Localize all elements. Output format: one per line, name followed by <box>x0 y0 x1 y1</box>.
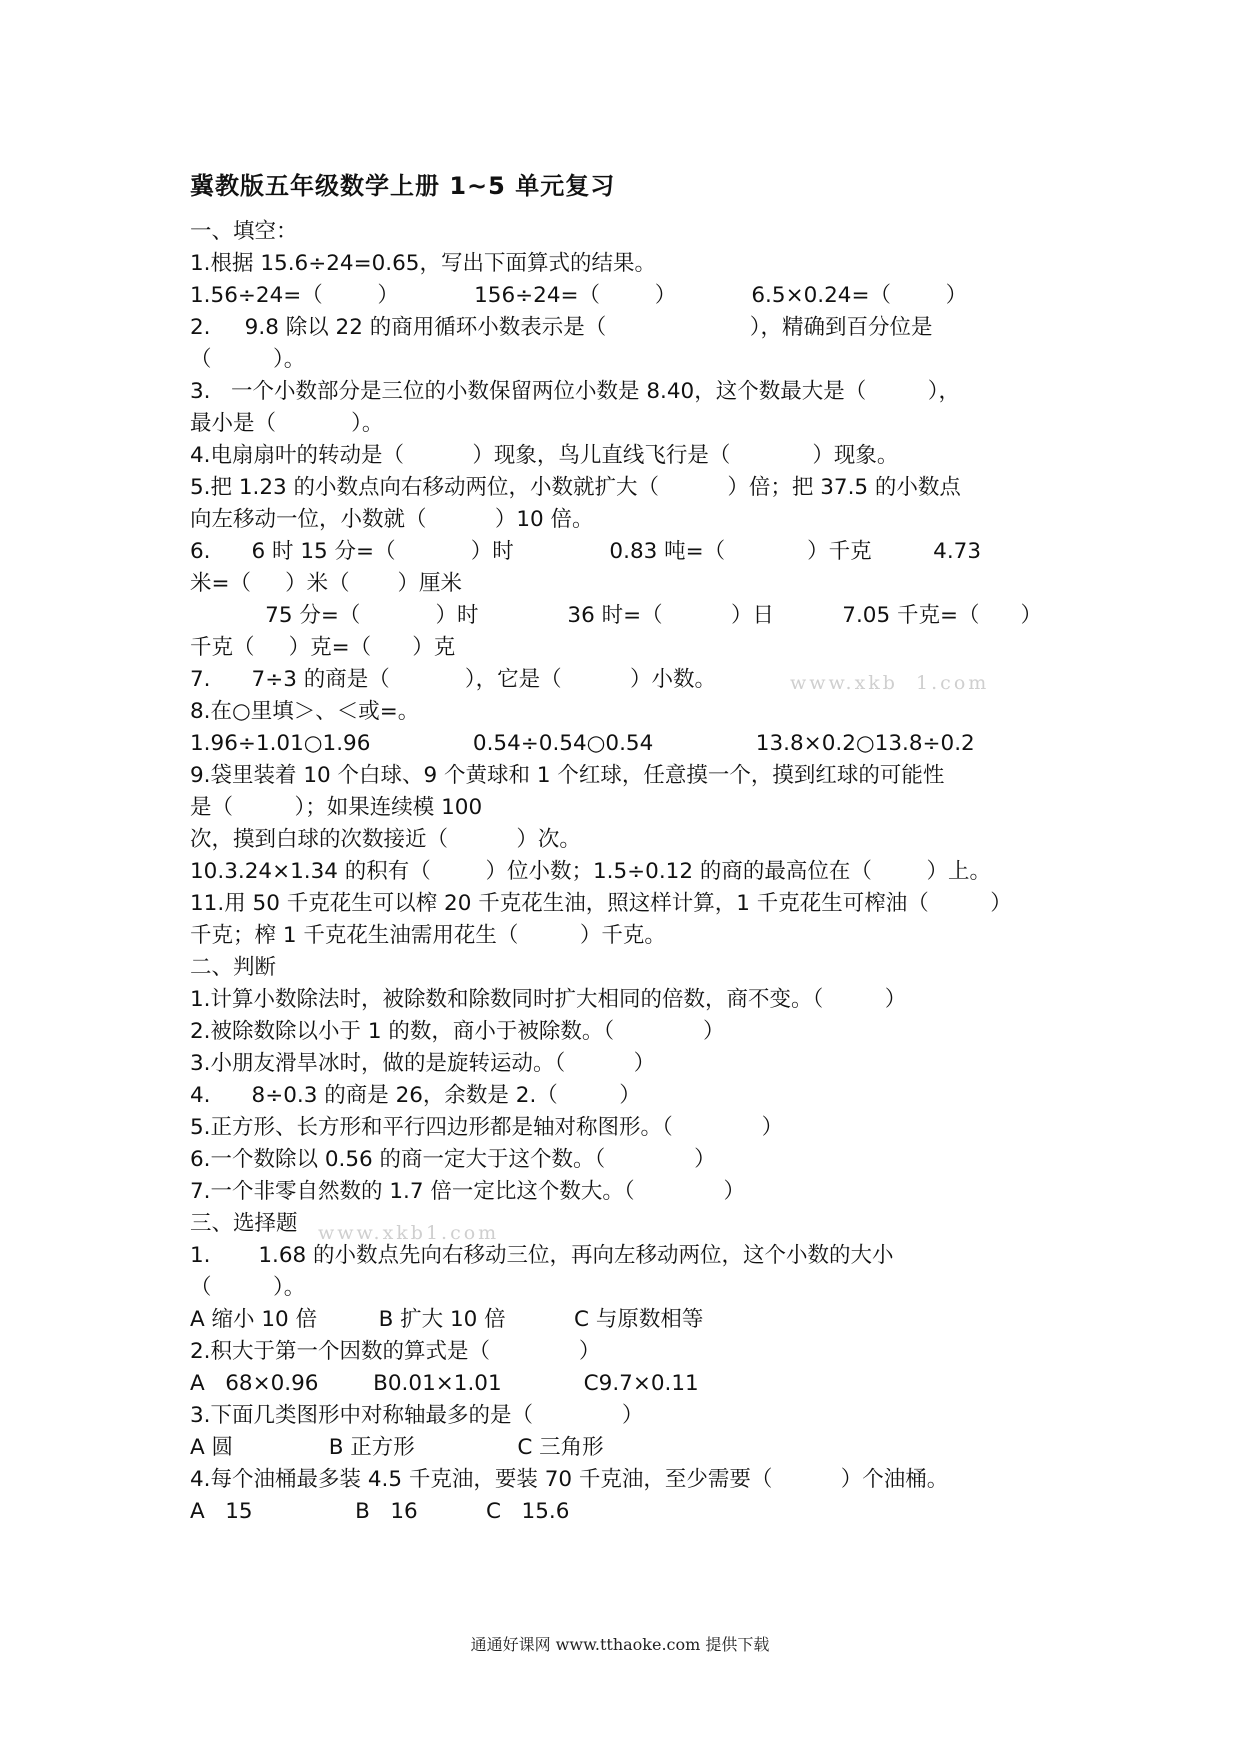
question-line: 6. 6 时 15 分=（ ）时 0.83 吨=（ ）千克 4.73 <box>190 539 982 564</box>
question-line: 2. 9.8 除以 22 的商用循环小数表示是（ ），精确到百分位是 <box>190 315 933 340</box>
section-heading: 一、填空： <box>190 219 298 244</box>
question-line: 11.用 50 千克花生可以榨 20 千克花生油，照这样计算，1 千克花生可榨油（ ） <box>190 891 1012 916</box>
question-line: 次，摸到白球的次数接近（ ）次。 <box>190 827 581 852</box>
question-line: 1.计算小数除法时，被除数和除数同时扩大相同的倍数，商不变。（ ） <box>190 987 907 1012</box>
watermark-text: www.xkb1.com <box>318 1222 500 1244</box>
question-line: 8.在○里填＞、＜或=。 <box>190 699 420 724</box>
question-line: 9.袋里装着 10 个白球、9 个黄球和 1 个红球，任意摸一个，摸到红球的可能性 <box>190 763 945 788</box>
question-line: 1.96÷1.01○1.96 0.54÷0.54○0.54 13.8×0.2○13.8÷0.2 <box>190 731 975 756</box>
question-line: 千克；榨 1 千克花生油需用花生（ ）千克。 <box>190 923 666 948</box>
question-line: 75 分=（ ）时 36 时=（ ）日 7.05 千克=（ ） <box>190 603 1043 628</box>
section-heading: 三、选择题 <box>190 1211 298 1236</box>
question-line: 米=（ ）米（ ）厘米 <box>190 571 463 596</box>
question-line: 1. 1.68 的小数点先向右移动三位，再向左移动两位，这个小数的大小 <box>190 1243 894 1268</box>
question-line: A 圆 B 正方形 C 三角形 <box>190 1435 604 1460</box>
question-line: A 缩小 10 倍 B 扩大 10 倍 C 与原数相等 <box>190 1307 704 1332</box>
question-line: （ ）。 <box>190 347 306 372</box>
question-line: 3.下面几类图形中对称轴最多的是（ ） <box>190 1403 644 1428</box>
question-line: 7.一个非零自然数的 1.7 倍一定比这个数大。（ ） <box>190 1179 745 1204</box>
question-line: 向左移动一位，小数就（ ）10 倍。 <box>190 507 594 532</box>
question-line: A 15 B 16 C 15.6 <box>190 1499 570 1524</box>
question-line: （ ）。 <box>190 1275 306 1300</box>
question-line: 千克（ ）克=（ ）克 <box>190 635 456 660</box>
footer-credit: 通通好课网 www.tthaoke.com 提供下载 <box>470 1635 770 1654</box>
question-line: 5.把 1.23 的小数点向右移动两位，小数就扩大（ ）倍；把 37.5 的小数点 <box>190 475 961 500</box>
question-line: 7. 7÷3 的商是（ ），它是（ ）小数。 <box>190 667 716 692</box>
question-line: 3.小朋友滑旱冰时，做的是旋转运动。（ ） <box>190 1051 656 1076</box>
question-line: 5.正方形、长方形和平行四边形都是轴对称图形。（ ） <box>190 1115 784 1140</box>
question-line: 是（ ）；如果连续模 100 <box>190 795 483 820</box>
page-title: 冀教版五年级数学上册 1~5 单元复习 <box>190 172 616 200</box>
question-line: 1.56÷24=（ ） 156÷24=（ ） 6.5×0.24=（ ） <box>190 283 968 308</box>
question-line: 4. 8÷0.3 的商是 26，余数是 2.（ ） <box>190 1083 641 1108</box>
question-line: 1.根据 15.6÷24=0.65，写出下面算式的结果。 <box>190 251 656 276</box>
question-line: 最小是（ ）。 <box>190 411 384 436</box>
watermark-text: www.xkb 1.com <box>790 672 990 694</box>
question-line: 6.一个数除以 0.56 的商一定大于这个数。（ ） <box>190 1147 716 1172</box>
question-line: 4.电扇扇叶的转动是（ ）现象，鸟儿直线飞行是（ ）现象。 <box>190 443 899 468</box>
question-line: 2.积大于第一个因数的算式是（ ） <box>190 1339 601 1364</box>
question-line: A 68×0.96 B0.01×1.01 C9.7×0.11 <box>190 1371 699 1396</box>
question-line: 3. 一个小数部分是三位的小数保留两位小数是 8.40，这个数最大是（ ）， <box>190 379 960 404</box>
question-line: 4.每个油桶最多装 4.5 千克油，要装 70 千克油，至少需要（ ）个油桶。 <box>190 1467 949 1492</box>
section-heading: 二、判断 <box>190 955 277 980</box>
question-line: 2.被除数除以小于 1 的数，商小于被除数。（ ） <box>190 1019 725 1044</box>
question-line: 10.3.24×1.34 的积有（ ）位小数；1.5÷0.12 的商的最高位在（ ）上。 <box>190 859 992 884</box>
